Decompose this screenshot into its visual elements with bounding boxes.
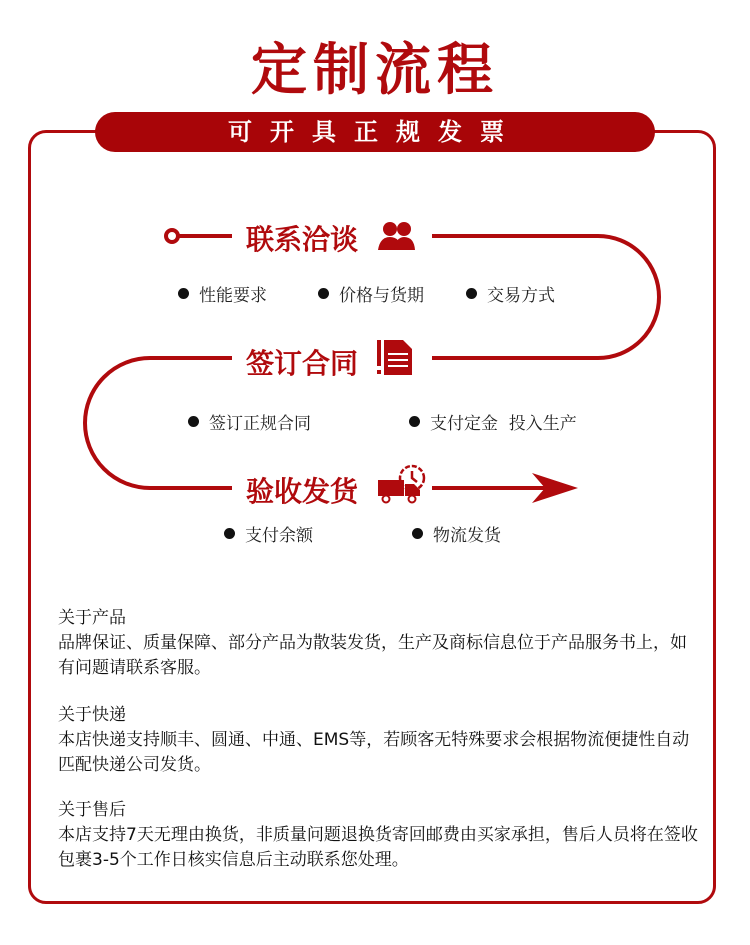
info-shipping: [58, 703, 698, 778]
document-icon: [377, 340, 413, 376]
bullet-item: 物流发货: [412, 521, 501, 546]
bullet-item: 性能要求: [178, 281, 267, 306]
info-heading: 关于售后: [58, 800, 126, 820]
bullet-item: 价格与货期: [318, 281, 424, 306]
start-circle: [166, 230, 178, 242]
step-contract: 签订合同: [246, 347, 359, 380]
info-heading: 关于快递: [58, 705, 126, 725]
people-icon: [378, 220, 416, 252]
info-text: 品牌保证、质量保障、部分产品为散装发货，生产及商标信息位于产品服务书上，如有问题请联系客服。: [58, 633, 687, 678]
invoice-banner: 可开具正规发票: [95, 112, 655, 152]
step-contact: 联系洽谈: [246, 223, 359, 256]
page-title: 定制流程: [251, 38, 499, 103]
info-aftersales: [58, 798, 698, 873]
bullet-item: 支付余额: [224, 521, 313, 546]
bullet-item: 签订正规合同: [188, 409, 311, 434]
delivery-truck-icon: [378, 462, 428, 504]
step-delivery: 验收发货: [246, 475, 359, 508]
info-text: 本店快递支持顺丰、圆通、中通、EMS等，若顾客无特殊要求会根据物流便捷性自动匹配快递公司发货。: [58, 730, 690, 775]
bullet-item: 支付定金 投入生产: [409, 409, 577, 434]
info-product: [58, 606, 698, 681]
info-heading: 关于产品: [58, 608, 126, 628]
info-text: 本店支持7天无理由换货，非质量问题退换货寄回邮费由买家承担，售后人员将在签收包裹3-5个工作日核实信息后主动联系您处理。: [58, 825, 698, 870]
bullet-item: 交易方式: [466, 281, 555, 306]
